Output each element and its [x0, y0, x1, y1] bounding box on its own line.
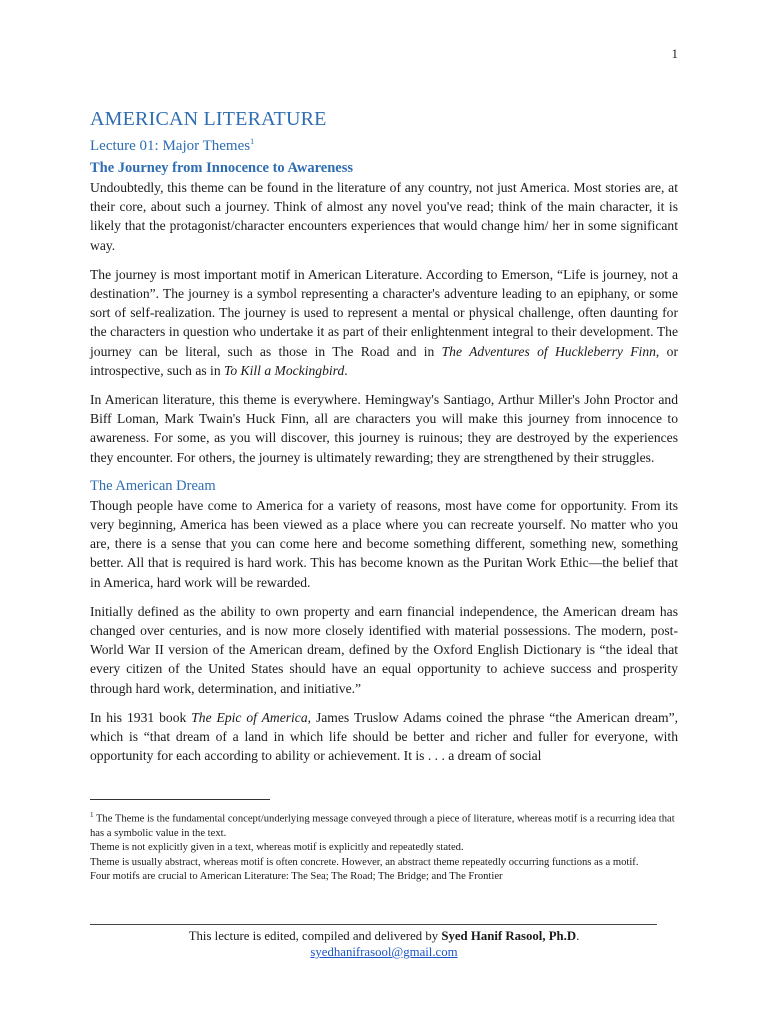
author-name: Syed Hanif Rasool, Ph.D: [441, 929, 577, 943]
paragraph: Undoubtedly, this theme can be found in the literature of any country, not just America. Most stories are, at their core, about such a journey. Think of almost any novel you've read; think of the main character, it is likely that the protagonist/character encounters experiences that would change him/ her in some significant way.: [90, 180, 678, 253]
footer-divider: [90, 924, 657, 925]
footnotes: [90, 808, 678, 885]
document-title: AMERICAN LITERATURE: [90, 108, 327, 130]
footnote-reference[interactable]: 1: [250, 137, 255, 146]
section-heading-journey: The Journey from Innocence to Awareness: [90, 160, 353, 176]
footnote-item: Four motifs are crucial to American Literature: The Sea; The Road; The Bridge; and The Frontier: [90, 871, 503, 883]
paragraph: Though people have come to America for a variety of reasons, most have come for opportunity. From its very beginning, America has been viewed as a place where you can recreate yourself. No matter who you are, there is a sense that you can come here and become something different, something new, something better. All that is required is hard work. This has become known as the Puritan Work Ethic—the belief that in America, hard work will be rewarded.: [90, 497, 678, 590]
book-title: The Adventures of Huckleberry Finn: [441, 343, 656, 359]
lecture-label: Lecture 01: Major Themes: [90, 138, 251, 154]
footnote-item: $^1$ The Theme is the fundamental concept/underlying message conveyed through a piece of literature, whereas motif is a recurring idea that has a symbolic value in the text.: [90, 811, 675, 839]
footnote-divider: [90, 799, 270, 800]
book-title: To Kill a Mockingbird: [224, 362, 345, 378]
paragraph: In American literature, this theme is everywhere. Hemingway's Santiago, Arthur Miller's John Proctor and Biff Loman, Mark Twain's Huck Finn, all are characters you will make this journey from innocence to awareness. For some, as you will discover, this journey is ruinous; they are destroyed by the experiences they encounter. For others, the journey is ultimately rewarding; they are strengthened by their struggles.: [90, 392, 678, 465]
lecture-heading: [90, 137, 678, 155]
footnote-item: Theme is usually abstract, whereas motif is often concrete. However, an abstract theme repeatedly occurring functions as a motif.: [90, 856, 639, 868]
paragraph: In his 1931 book The Epic of America, James Truslow Adams coined the phrase “the American dream”, which is “that dream of a land in which life should be better and richer and fuller for everyone, with opportunity for each according to ability or achievement. It is . . . a dream of social: [90, 709, 679, 764]
main-content: [90, 108, 678, 775]
section-heading-dream: The American Dream: [90, 477, 216, 494]
footnote-item: Theme is not explicitly given in a text, whereas motif is explicitly and repeatedly stated.: [90, 842, 464, 854]
email-link[interactable]: syedhanifrasool@gmail.com: [310, 945, 458, 959]
page-number: 1: [671, 46, 678, 61]
footer-credit: This lecture is edited, compiled and delivered by Syed Hanif Rasool, Ph.D.: [188, 929, 580, 943]
footnote-mark: 1: [90, 811, 94, 819]
book-title: The Epic of America: [191, 709, 308, 725]
paragraph: Initially defined as the ability to own property and earn financial independence, the American dream has changed over centuries, and is now more closely identified with material possessions. The modern, post-World War II version of the American dream, defined by the Oxford English Dictionary is “the ideal that every citizen of the United States should have an equal opportunity to achieve success and prosperity through hard work, determination, and initiative.”: [90, 603, 678, 696]
paragraph: The journey is most important motif in American Literature. According to Emerson, “Life is journey, not a destination”. The journey is a symbol representing a character's adventure leading to an epiphany, or some sort of self-realization. The journey is used to represent a mental or physical challenge, often daunting for the characters in question who undertake it as part of their enlightenment integral to their development. The journey can be literal, such as those in The Road and in The Adventures of Huckleberry Finn, or introspective, such as in To Kill a Mockingbird.: [90, 266, 678, 378]
page-footer: [0, 928, 768, 960]
